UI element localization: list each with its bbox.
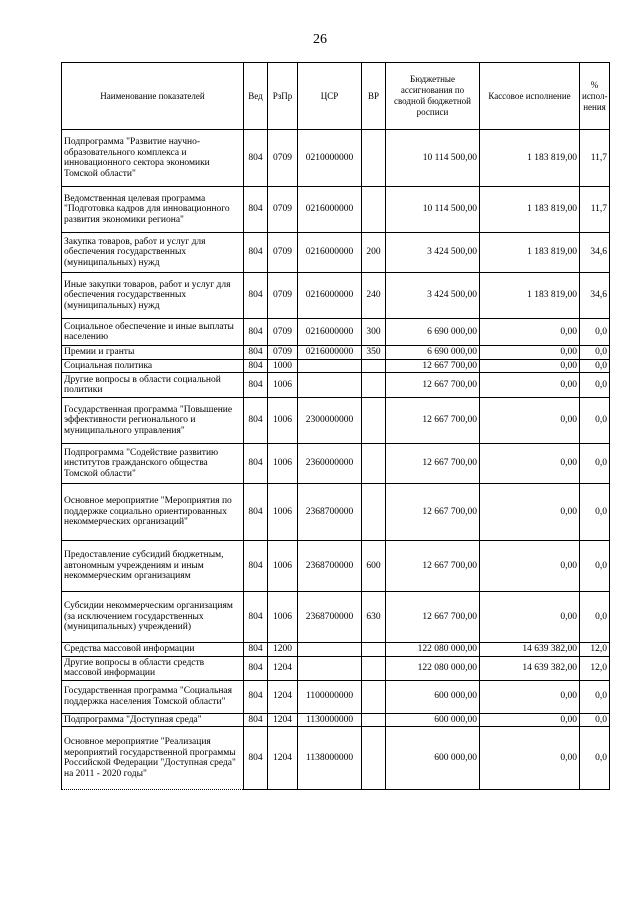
cell-name: Закупка товаров, работ и услуг для обеспечения государственных (муниципальных) нужд bbox=[62, 233, 244, 273]
cell-budget: 12 667 700,00 bbox=[386, 592, 480, 643]
page-number: 26 bbox=[313, 32, 327, 47]
header-csr: ЦСР bbox=[298, 63, 362, 130]
cell-csr bbox=[298, 359, 362, 373]
cell-rzpr: 1204 bbox=[268, 713, 298, 727]
cell-kass: 0,00 bbox=[480, 319, 580, 346]
cell-ved: 804 bbox=[244, 233, 268, 273]
table-row bbox=[62, 444, 610, 484]
cell-ved: 804 bbox=[244, 398, 268, 444]
cell-budget: 6 690 000,00 bbox=[386, 346, 480, 360]
cell-csr: 0216000000 bbox=[298, 319, 362, 346]
cell-csr: 2368700000 bbox=[298, 541, 362, 592]
cell-vr bbox=[362, 680, 386, 713]
cell-kass: 0,00 bbox=[480, 444, 580, 484]
cell-budget: 12 667 700,00 bbox=[386, 359, 480, 373]
cell-rzpr: 1006 bbox=[268, 592, 298, 643]
table-row bbox=[62, 187, 610, 233]
cell-vr bbox=[362, 643, 386, 657]
cell-budget: 12 667 700,00 bbox=[386, 398, 480, 444]
cell-name: Премии и гранты bbox=[62, 346, 244, 360]
cell-budget: 10 114 500,00 bbox=[386, 187, 480, 233]
budget-table bbox=[61, 62, 610, 790]
cell-rzpr: 1006 bbox=[268, 398, 298, 444]
cell-name: Другие вопросы в области средств массовой информации bbox=[62, 656, 244, 680]
cell-ved: 804 bbox=[244, 643, 268, 657]
cell-kass: 0,00 bbox=[480, 541, 580, 592]
cell-kass: 1 183 819,00 bbox=[480, 130, 580, 187]
cell-csr: 1130000000 bbox=[298, 713, 362, 727]
header-budget: Бюджетные ассигнования по сводной бюджетной росписи bbox=[386, 63, 480, 130]
cell-pct: 0,0 bbox=[580, 484, 610, 541]
cell-vr bbox=[362, 373, 386, 398]
cell-vr bbox=[362, 359, 386, 373]
cell-rzpr: 1000 bbox=[268, 359, 298, 373]
cell-name: Социальное обеспечение и иные выплаты населению bbox=[62, 319, 244, 346]
cell-ved: 804 bbox=[244, 359, 268, 373]
cell-csr: 0216000000 bbox=[298, 187, 362, 233]
cell-vr: 350 bbox=[362, 346, 386, 360]
cell-budget: 600 000,00 bbox=[386, 680, 480, 713]
cell-rzpr: 0709 bbox=[268, 346, 298, 360]
cell-csr: 2300000000 bbox=[298, 398, 362, 444]
cell-vr bbox=[362, 187, 386, 233]
cell-vr: 200 bbox=[362, 233, 386, 273]
header-vr: ВР bbox=[362, 63, 386, 130]
cell-kass: 1 183 819,00 bbox=[480, 233, 580, 273]
cell-rzpr: 0709 bbox=[268, 187, 298, 233]
cell-name: Другие вопросы в области социальной политики bbox=[62, 373, 244, 398]
table-row bbox=[62, 656, 610, 680]
cell-name: Подпрограмма "Доступная среда" bbox=[62, 713, 244, 727]
cell-ved: 804 bbox=[244, 484, 268, 541]
table-row bbox=[62, 713, 610, 727]
cell-csr: 0216000000 bbox=[298, 233, 362, 273]
table-row bbox=[62, 541, 610, 592]
cell-ved: 804 bbox=[244, 346, 268, 360]
cell-budget: 12 667 700,00 bbox=[386, 541, 480, 592]
cell-name: Подпрограмма "Развитие научно-образовательного комплекса и инновационного сектора экономики Томской области" bbox=[62, 130, 244, 187]
cell-pct: 34,6 bbox=[580, 233, 610, 273]
cell-pct: 0,0 bbox=[580, 680, 610, 713]
cell-pct: 0,0 bbox=[580, 398, 610, 444]
table-row bbox=[62, 359, 610, 373]
cell-pct: 0,0 bbox=[580, 727, 610, 790]
cell-csr: 0216000000 bbox=[298, 346, 362, 360]
table-row bbox=[62, 273, 610, 319]
cell-budget: 3 424 500,00 bbox=[386, 273, 480, 319]
cell-rzpr: 0709 bbox=[268, 130, 298, 187]
cell-ved: 804 bbox=[244, 273, 268, 319]
cell-kass: 1 183 819,00 bbox=[480, 273, 580, 319]
cell-pct: 0,0 bbox=[580, 713, 610, 727]
table-row bbox=[62, 727, 610, 790]
cell-rzpr: 1006 bbox=[268, 484, 298, 541]
cell-budget: 3 424 500,00 bbox=[386, 233, 480, 273]
cell-name: Средства массовой информации bbox=[62, 643, 244, 657]
cell-rzpr: 0709 bbox=[268, 273, 298, 319]
header-ved: Вед bbox=[244, 63, 268, 130]
cell-budget: 12 667 700,00 bbox=[386, 444, 480, 484]
cell-vr bbox=[362, 484, 386, 541]
header-name: Наименование показателей bbox=[62, 63, 244, 130]
table-header-row bbox=[62, 63, 610, 130]
cell-name: Основное мероприятие "Реализация мероприятий государственной программы Российской Федерации "Доступная среда" на 2011 - 2020 годы" bbox=[62, 727, 244, 790]
cell-name: Государственная программа "Повышение эффективности регионального и муниципального управления" bbox=[62, 398, 244, 444]
table-row bbox=[62, 680, 610, 713]
cell-csr: 0216000000 bbox=[298, 273, 362, 319]
cell-kass: 1 183 819,00 bbox=[480, 187, 580, 233]
cell-pct: 12,0 bbox=[580, 643, 610, 657]
cell-rzpr: 0709 bbox=[268, 319, 298, 346]
cell-ved: 804 bbox=[244, 444, 268, 484]
cell-budget: 6 690 000,00 bbox=[386, 319, 480, 346]
cell-rzpr: 1204 bbox=[268, 680, 298, 713]
cell-vr bbox=[362, 727, 386, 790]
cell-budget: 10 114 500,00 bbox=[386, 130, 480, 187]
cell-name: Подпрограмма "Содействие развитию институтов гражданского общества Томской области" bbox=[62, 444, 244, 484]
cell-budget: 12 667 700,00 bbox=[386, 373, 480, 398]
cell-kass: 0,00 bbox=[480, 359, 580, 373]
cell-pct: 11,7 bbox=[580, 130, 610, 187]
cell-kass: 14 639 382,00 bbox=[480, 643, 580, 657]
cell-csr bbox=[298, 656, 362, 680]
cell-kass: 0,00 bbox=[480, 373, 580, 398]
cell-vr: 630 bbox=[362, 592, 386, 643]
cell-ved: 804 bbox=[244, 130, 268, 187]
cell-name: Предоставление субсидий бюджетным, автономным учреждениям и иным некоммерческим организациям bbox=[62, 541, 244, 592]
cell-budget: 122 080 000,00 bbox=[386, 643, 480, 657]
cell-pct: 0,0 bbox=[580, 444, 610, 484]
cell-vr bbox=[362, 444, 386, 484]
cell-vr bbox=[362, 656, 386, 680]
cell-rzpr: 1006 bbox=[268, 444, 298, 484]
cell-name: Социальная политика bbox=[62, 359, 244, 373]
cell-kass: 0,00 bbox=[480, 346, 580, 360]
cell-pct: 0,0 bbox=[580, 541, 610, 592]
cell-name: Иные закупки товаров, работ и услуг для обеспечения государственных (муниципальных) нужд bbox=[62, 273, 244, 319]
table-row bbox=[62, 484, 610, 541]
header-pct: % испол-нения bbox=[580, 63, 610, 130]
cell-vr bbox=[362, 713, 386, 727]
table-row bbox=[62, 346, 610, 360]
cell-kass: 0,00 bbox=[480, 592, 580, 643]
cell-budget: 122 080 000,00 bbox=[386, 656, 480, 680]
cell-name: Субсидии некоммерческим организациям (за исключением государственных (муниципальных) учреждений) bbox=[62, 592, 244, 643]
cell-name: Основное мероприятие "Мероприятия по поддержке социально ориентированных некоммерческих организаций" bbox=[62, 484, 244, 541]
cell-kass: 0,00 bbox=[480, 713, 580, 727]
cell-budget: 600 000,00 bbox=[386, 713, 480, 727]
header-rzpr: РзПр bbox=[268, 63, 298, 130]
cell-ved: 804 bbox=[244, 680, 268, 713]
cell-pct: 0,0 bbox=[580, 346, 610, 360]
cell-ved: 804 bbox=[244, 713, 268, 727]
cell-vr bbox=[362, 398, 386, 444]
cell-csr bbox=[298, 643, 362, 657]
cell-ved: 804 bbox=[244, 187, 268, 233]
cell-rzpr: 0709 bbox=[268, 233, 298, 273]
cell-pct: 0,0 bbox=[580, 359, 610, 373]
cell-kass: 0,00 bbox=[480, 398, 580, 444]
cell-vr: 240 bbox=[362, 273, 386, 319]
cell-pct: 0,0 bbox=[580, 592, 610, 643]
cell-name: Ведомственная целевая программа "Подготовка кадров для инновационного развития экономики региона" bbox=[62, 187, 244, 233]
cell-ved: 804 bbox=[244, 592, 268, 643]
cell-pct: 0,0 bbox=[580, 319, 610, 346]
cell-rzpr: 1006 bbox=[268, 541, 298, 592]
table-row bbox=[62, 643, 610, 657]
cell-kass: 0,00 bbox=[480, 727, 580, 790]
cell-vr: 300 bbox=[362, 319, 386, 346]
table-row bbox=[62, 233, 610, 273]
cell-ved: 804 bbox=[244, 373, 268, 398]
cell-ved: 804 bbox=[244, 727, 268, 790]
cell-budget: 600 000,00 bbox=[386, 727, 480, 790]
cell-rzpr: 1204 bbox=[268, 727, 298, 790]
cell-rzpr: 1204 bbox=[268, 656, 298, 680]
cell-kass: 0,00 bbox=[480, 484, 580, 541]
cell-ved: 804 bbox=[244, 319, 268, 346]
cell-pct: 0,0 bbox=[580, 373, 610, 398]
cell-vr bbox=[362, 130, 386, 187]
cell-kass: 0,00 bbox=[480, 680, 580, 713]
cell-name: Государственная программа "Социальная поддержка населения Томской области" bbox=[62, 680, 244, 713]
cell-csr: 1138000000 bbox=[298, 727, 362, 790]
cell-ved: 804 bbox=[244, 656, 268, 680]
cell-csr: 2368700000 bbox=[298, 484, 362, 541]
cell-vr: 600 bbox=[362, 541, 386, 592]
cell-pct: 12,0 bbox=[580, 656, 610, 680]
cell-pct: 11,7 bbox=[580, 187, 610, 233]
table-row bbox=[62, 592, 610, 643]
cell-csr: 1100000000 bbox=[298, 680, 362, 713]
cell-csr: 2360000000 bbox=[298, 444, 362, 484]
table-row bbox=[62, 373, 610, 398]
table-row bbox=[62, 319, 610, 346]
header-kass: Кассовое исполнение bbox=[480, 63, 580, 130]
table-row bbox=[62, 130, 610, 187]
cell-csr bbox=[298, 373, 362, 398]
cell-budget: 12 667 700,00 bbox=[386, 484, 480, 541]
cell-csr: 0210000000 bbox=[298, 130, 362, 187]
cell-ved: 804 bbox=[244, 541, 268, 592]
cell-rzpr: 1200 bbox=[268, 643, 298, 657]
table-row bbox=[62, 398, 610, 444]
cell-kass: 14 639 382,00 bbox=[480, 656, 580, 680]
cell-csr: 2368700000 bbox=[298, 592, 362, 643]
cell-pct: 34,6 bbox=[580, 273, 610, 319]
cell-rzpr: 1006 bbox=[268, 373, 298, 398]
